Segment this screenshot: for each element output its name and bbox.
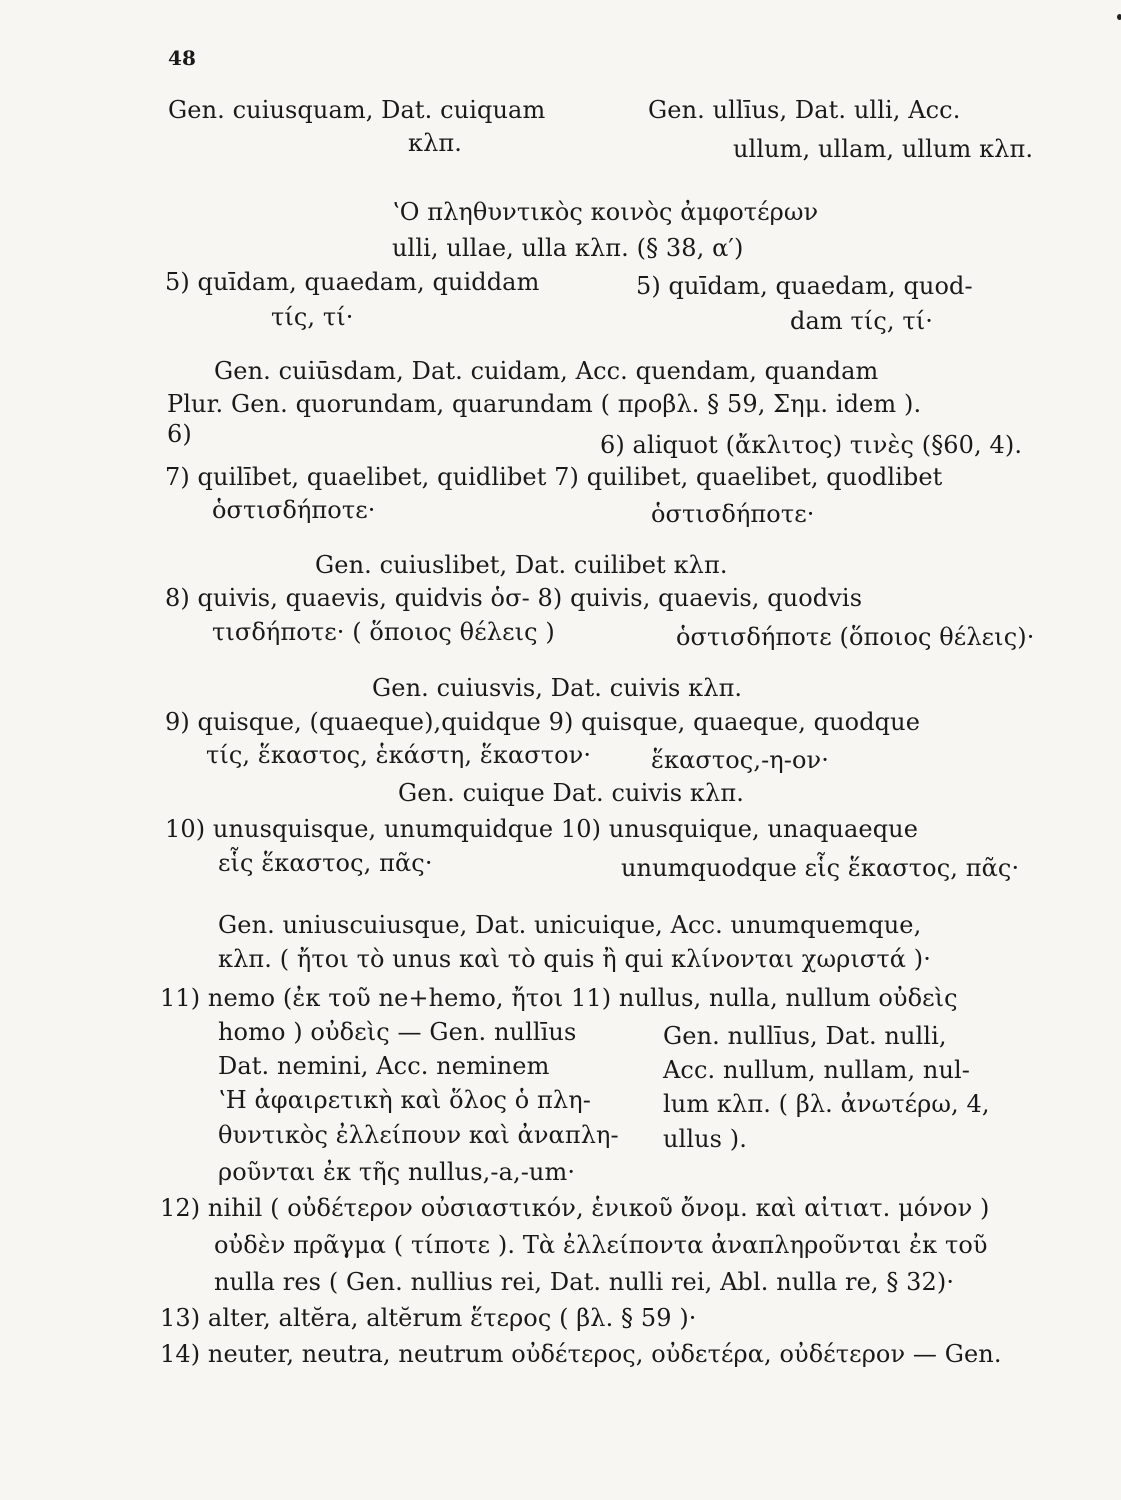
text-line: Dat. nemini, Acc. neminem xyxy=(218,1052,550,1080)
text-line: Gen. uniuscuiusque, Dat. unicuique, Acc. unumquemque, xyxy=(218,911,922,939)
text-line: 6) xyxy=(167,420,192,448)
text-line: κλπ. ( ἤτοι τὸ unus καὶ τὸ quis ἢ qui κλίνονται χωριστά )· xyxy=(218,945,931,973)
text-line: 10) unusquisque, unumquidque 10) unusquique, unaquaeque xyxy=(165,815,919,843)
text-line: Gen. cuiusquam, Dat. cuiquam xyxy=(168,96,546,124)
text-line: Gen. cuiusvis, Dat. cuivis κλπ. xyxy=(372,674,743,702)
text-line: ullum, ullam, ullum κλπ. xyxy=(733,135,1034,163)
text-line: ʽΟ πληθυντικὸς κοινὸς ἀμφοτέρων xyxy=(392,198,819,226)
text-line: τισδήποτε· ( ὅποιος θέλεις ) xyxy=(212,618,555,646)
text-line: ὁστισδήποτε (ὅποιος θέλεις)· xyxy=(676,623,1035,651)
text-line: 6) aliquot (ἄκλιτος) τινὲς (§60, 4). xyxy=(600,431,1023,459)
ink-speck xyxy=(1117,14,1121,20)
text-line: ἕκαστος,-η-ον· xyxy=(651,746,829,774)
text-line: 14) neuter, neutra, neutrum οὐδέτερος, οὐδετέρα, οὐδέτερον — Gen. xyxy=(160,1340,1002,1368)
text-line: ullus ). xyxy=(663,1125,748,1153)
text-line: ὁστισδήποτε· xyxy=(212,496,376,524)
text-line: Gen. cuiūsdam, Dat. cuidam, Acc. quendam, quandam xyxy=(214,357,879,385)
text-line: Plur. Gen. quorundam, quarundam ( προβλ. § 59, Σημ. idem ). xyxy=(167,390,922,418)
text-line: nulla res ( Gen. nullius rei, Dat. nulli rei, Abl. nulla re, § 32)· xyxy=(214,1268,955,1296)
text-line: Gen. ullīus, Dat. ulli, Acc. xyxy=(648,96,961,124)
text-line: ροῦνται ἐκ τῆς nullus,-a,-um· xyxy=(218,1158,576,1186)
text-line: 12) nihil ( οὐδέτερον οὐσιαστικόν, ἑνικοῦ ὄνομ. καὶ αἰτιατ. μόνον ) xyxy=(160,1194,990,1222)
text-line: lum κλπ. ( βλ. ἀνωτέρω, 4, xyxy=(663,1090,990,1118)
text-line: Acc. nullum, nullam, nul- xyxy=(663,1056,970,1084)
text-line: homo ) οὐδεὶς — Gen. nullīus xyxy=(218,1018,577,1046)
text-line: τίς, τί· xyxy=(271,303,354,331)
text-line: Gen. cuique Dat. cuivis κλπ. xyxy=(398,779,744,807)
text-line: οὐδὲν πρᾶγμα ( τίποτε ). Τὰ ἐλλείποντα ἀναπληροῦνται ἐκ τοῦ xyxy=(214,1231,988,1259)
text-line: dam τίς, τί· xyxy=(790,307,933,335)
text-line: εἷς ἕκαστος, πᾶς· xyxy=(218,849,433,877)
text-line: 5) quīdam, quaedam, quod- xyxy=(636,272,973,300)
text-line: θυντικὸς ἐλλείπουν καὶ ἀναπλη- xyxy=(218,1121,619,1149)
text-line: Gen. nullīus, Dat. nulli, xyxy=(663,1022,947,1050)
text-line: 5) quīdam, quaedam, quiddam xyxy=(165,268,540,296)
text-line: 8) quivis, quaevis, quidvis ὁσ- 8) quivis, quaevis, quodvis xyxy=(165,584,863,612)
page-number: 48 xyxy=(168,46,197,70)
text-line: 7) quilībet, quaelibet, quidlibet 7) quilibet, quaelibet, quodlibet xyxy=(165,463,943,491)
text-line: unumquodque εἷς ἕκαστος, πᾶς· xyxy=(621,854,1020,882)
text-line: 11) nemo (ἐκ τοῦ ne+hemo, ἤτοι 11) nullus, nulla, nullum οὐδεὶς xyxy=(160,984,958,1012)
text-line: Gen. cuiuslibet, Dat. cuilibet κλπ. xyxy=(315,551,728,579)
text-line: 9) quisque, (quaeque),quidque 9) quisque, quaeque, quodque xyxy=(165,708,921,736)
text-line: ὁστισδήποτε· xyxy=(651,500,815,528)
text-line: τίς, ἕκαστος, ἑκάστη, ἕκαστον· xyxy=(206,741,592,769)
text-line: ulli, ullae, ulla κλπ. (§ 38, α′) xyxy=(392,234,744,262)
text-line: ʽΗ ἀφαιρετικὴ καὶ ὅλος ὁ πλη- xyxy=(218,1086,591,1114)
text-line: 13) alter, altĕra, altĕrum ἕτερος ( βλ. § 59 )· xyxy=(160,1304,697,1332)
text-line: κλπ. xyxy=(408,129,463,157)
